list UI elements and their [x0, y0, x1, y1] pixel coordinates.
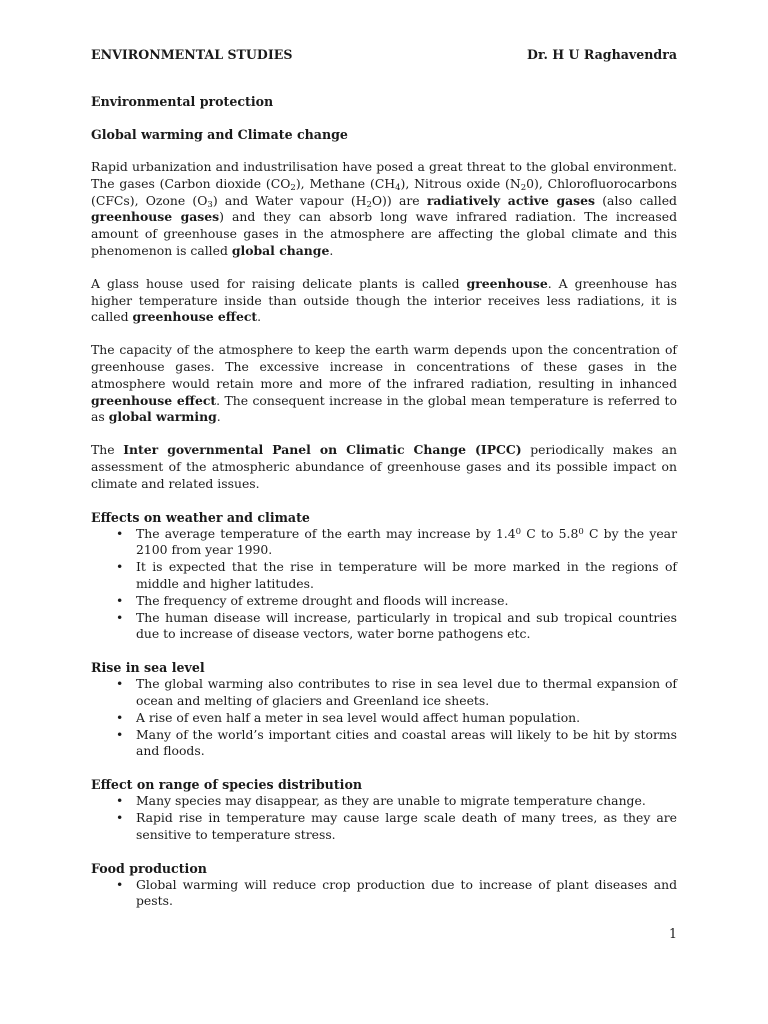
- page-number: 1: [668, 926, 677, 941]
- header-author: Dr. H U Raghavendra: [527, 47, 677, 62]
- list-species: [91, 793, 677, 843]
- section-title: Environmental protection: [91, 94, 274, 109]
- header-course-title: ENVIRONMENTAL STUDIES: [91, 47, 293, 62]
- list-item: • Rapid rise in temperature may cause large scale death of many trees, as they are sensitive to temperature stress.: [91, 810, 677, 844]
- heading-sea-level: Rise in sea level: [91, 660, 205, 676]
- list-item: • A rise of even half a meter in sea level would affect human population.: [91, 710, 677, 727]
- list-item: • Many of the world’s important cities and coastal areas will likely to be hit by storms and floods.: [91, 727, 677, 761]
- paragraph-global-warming: The capacity of the atmosphere to keep the earth warm depends upon the concentration of greenhouse gases. The excessive increase in concentrations of these gases in the atmosphere would retain more and more of the infrared radiation, resulting in inhanced greenhouse effect. The consequent increase in the global mean temperature is referred to as global warming.: [91, 342, 677, 425]
- paragraph-ipcc: The Inter governmental Panel on Climatic Change (IPCC) periodically makes an assessment of the atmospheric abundance of greenhouse gases and its possible impact on climate and related issues.: [91, 442, 677, 491]
- list-item: • It is expected that the rise in temperature will be more marked in the regions of middle and higher latitudes.: [91, 559, 677, 593]
- list-item: • The frequency of extreme drought and floods will increase.: [91, 593, 677, 610]
- page-header: [91, 47, 677, 64]
- page-content: [91, 93, 677, 910]
- paragraph-greenhouse-effect: A glass house used for raising delicate plants is called greenhouse. A greenhouse has higher temperature inside than outside though the interior receives less radiations, it is called greenhouse effect.: [91, 275, 678, 325]
- list-item: • The human disease will increase, particularly in tropical and sub tropical countries due to increase of disease vectors, water borne pathogens etc.: [91, 610, 677, 644]
- list-food-production: [91, 877, 677, 911]
- list-item: • The average temperature of the earth may increase by $1.4^0$ C to $5.8^0$ C by the year 2100 from year 1990.: [91, 526, 677, 560]
- heading-species: Effect on range of species distribution: [91, 777, 362, 793]
- list-item: • Many species may disappear, as they are unable to migrate temperature change.: [91, 793, 677, 810]
- list-sea-level: [91, 676, 677, 760]
- list-item: • Global warming will reduce crop production due to increase of plant diseases and pests.: [91, 877, 677, 911]
- paragraph-greenhouse-gases: Rapid urbanization and industrilisation have posed a great threat to the global environment. The gases (Carbon dioxide $(CO_2)$, Methane $(CH_4)$, Nitrous oxide $(N_20)$, Chlorofluorocarbons (CFCs), Ozone $(O_3)$ and Water vapour $(H_2O)$) are radiatively active gases (also called greenhouse gases) and they can absorb long wave infrared radiation. The increased amount of greenhouse gases in the atmosphere are affecting the global climate and this phenomenon is called global change.: [91, 159, 678, 258]
- heading-effects-weather: Effects on weather and climate: [91, 509, 310, 525]
- list-effects-weather: [91, 526, 677, 644]
- list-item: • The global warming also contributes to rise in sea level due to thermal expansion of ocean and melting of glaciers and Greenland ice sheets.: [91, 676, 677, 710]
- heading-food-production: Food production: [91, 860, 207, 876]
- subsection-title: Global warming and Climate change: [91, 127, 348, 142]
